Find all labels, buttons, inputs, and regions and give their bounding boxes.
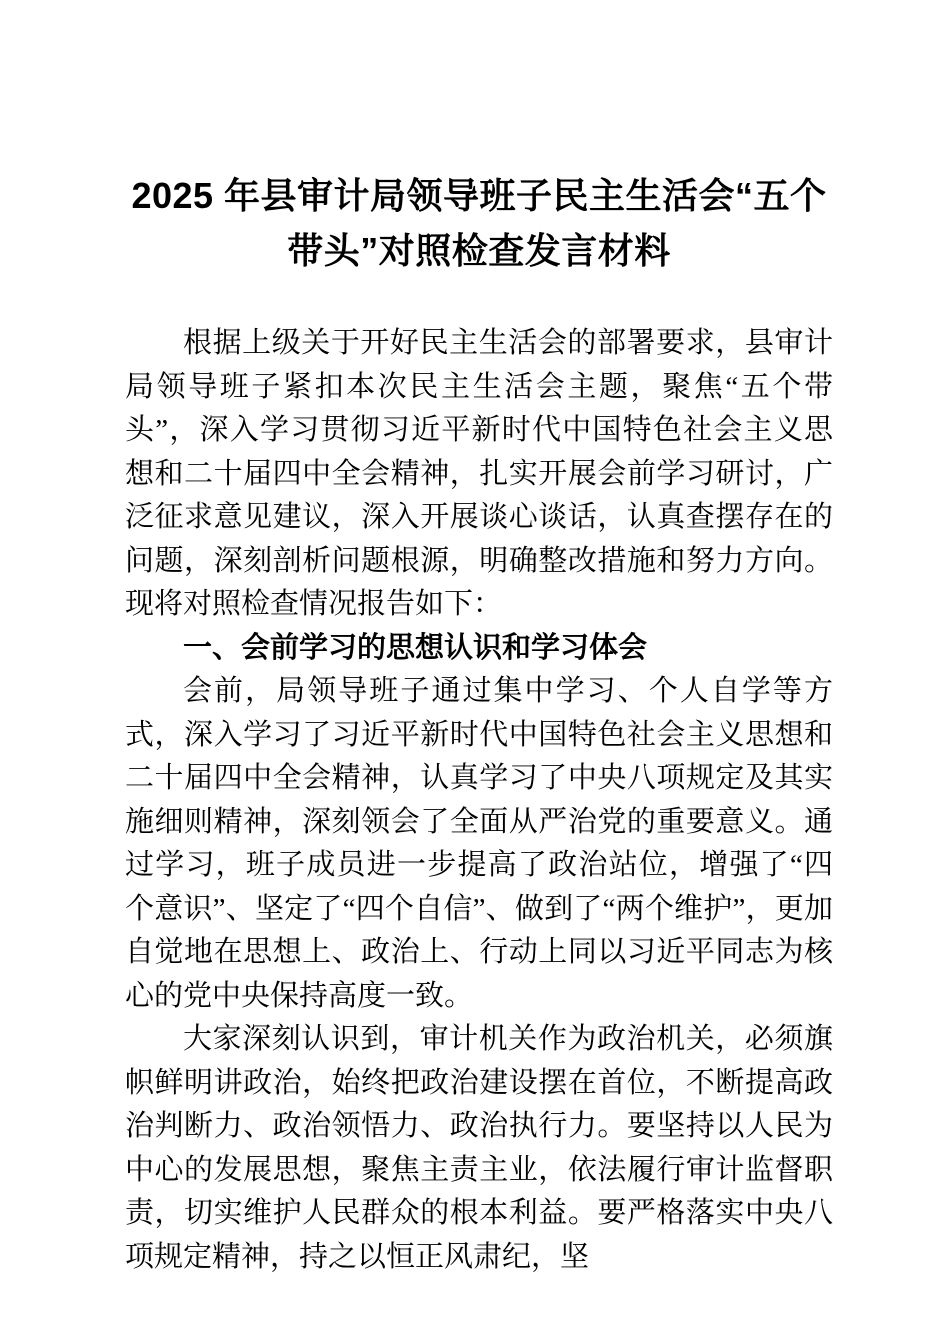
section-1-paragraph-2: 大家深刻认识到，审计机关作为政治机关，必须旗帜鲜明讲政治，始终把政治建设摆在首位，不断提高政治判断力、政治领悟力、政治执行力。要坚持以人民为中心的发展思想，聚焦主责主业，依法履行审计监督职责，切实维护人民群众的根本利益。要严格落实中央八项规定精神，持之以恒正风肃纪，坚: [125, 1023, 833, 1273]
title-spacer: [125, 278, 833, 322]
section-1-paragraph-1: 会前，局领导班子通过集中学习、个人自学等方式，深入学习了习近平新时代中国特色社会主义思想和二十届四中全会精神，认真学习了中央八项规定及其实施细则精神，深刻领会了全面从严治党的重要意义。通过学习，班子成员进一步提高了政治站位，增强了“四个意识”、坚定了“四个自信”、做到了“两个维护”，更加自觉地在思想上、政治上、行动上同以习近平同志为核心的党中央保持高度一致。: [125, 675, 833, 1012]
page-title-line-1: 2025 年县审计局领导班子民主生活会“五个: [131, 175, 827, 216]
section-heading-1: 一、会前学习的思想认识和学习体会: [183, 631, 648, 664]
page-title: [125, 168, 833, 278]
page-title-line-2: 带头”对照检查发言材料: [287, 230, 671, 271]
document-content: [125, 168, 833, 1279]
intro-paragraph: 根据上级关于开好民主生活会的部署要求，县审计局领导班子紧扣本次民主生活会主题，聚焦“五个带头”，深入学习贯彻习近平新时代中国特色社会主义思想和二十届四中全会精神，扎实开展会前学习研讨，广泛征求意见建议，深入开展谈心谈话，认真查摆存在的问题，深刻剖析问题根源，明确整改措施和努力方向。现将对照检查情况报告如下：: [125, 327, 833, 620]
